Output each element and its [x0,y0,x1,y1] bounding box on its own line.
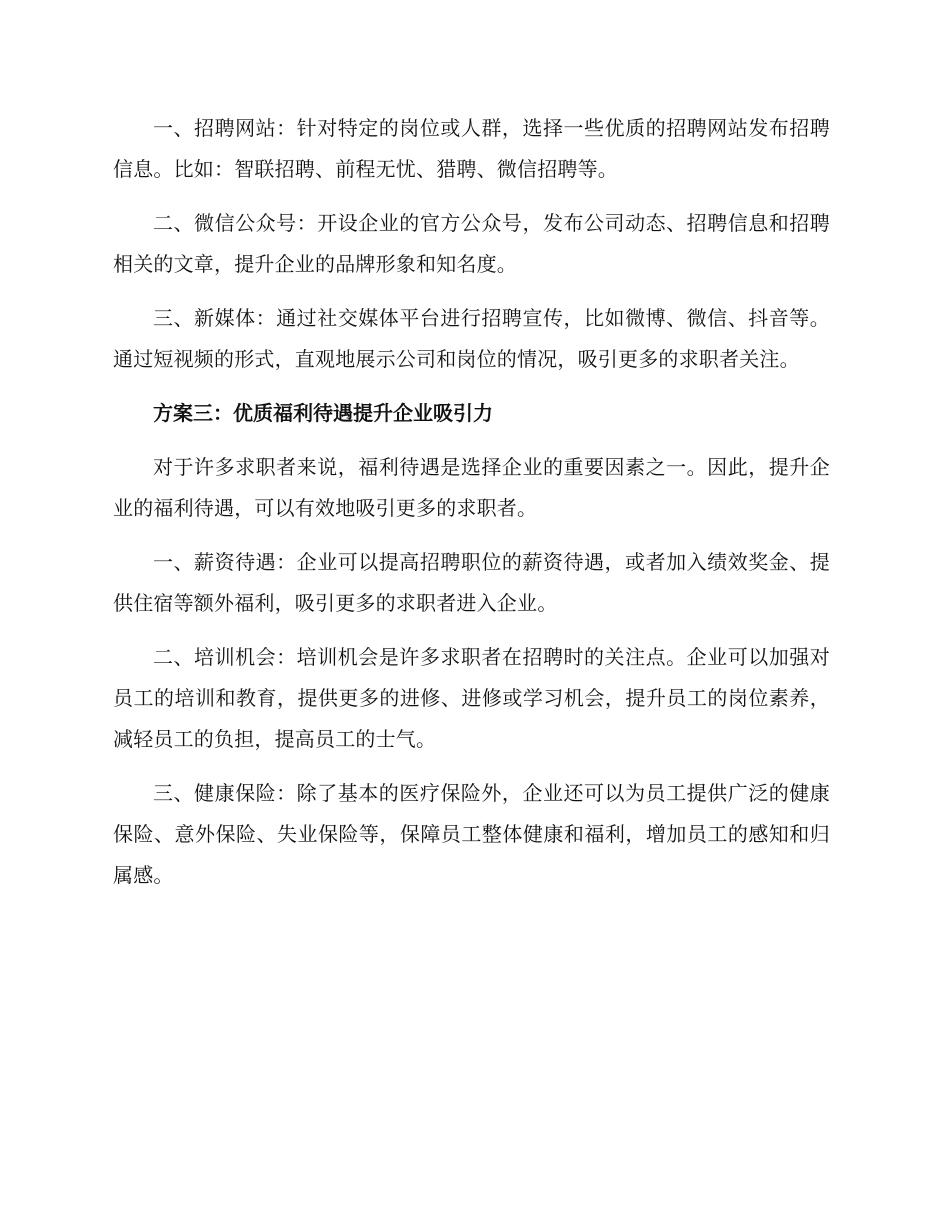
paragraph-new-media: 三、新媒体：通过社交媒体平台进行招聘宣传，比如微博、微信、抖音等。通过短视频的形式，直观地展示公司和岗位的情况，吸引更多的求职者关注。 [113,306,830,371]
section-heading: 方案三：优质福利待遇提升企业吸引力 [153,401,493,425]
paragraph-benefits-intro: 对于许多求职者来说，福利待遇是选择企业的重要因素之一。因此，提升企业的福利待遇，可以有效地吸引更多的求职者。 [113,455,830,520]
paragraph-training: 二、培训机会：培训机会是许多求职者在招聘时的关注点。企业可以加强对员工的培训和教育，提供更多的进修、进修或学习机会，提升员工的岗位素养，减轻员工的负担，提高员工的士气。 [113,645,830,751]
paragraph-wechat-official-account: 二、微信公众号：开设企业的官方公众号，发布公司动态、招聘信息和招聘相关的文章，提升企业的品牌形象和知名度。 [113,211,830,276]
paragraph-recruitment-websites: 一、招聘网站：针对特定的岗位或人群，选择一些优质的招聘网站发布招聘信息。比如：智联招聘、前程无忧、猎聘、微信招聘等。 [113,116,830,181]
paragraph-health-insurance: 三、健康保险：除了基本的医疗保险外，企业还可以为员工提供广泛的健康保险、意外保险、失业保险等，保障员工整体健康和福利，增加员工的感知和归属感。 [113,781,830,887]
paragraph-salary: 一、薪资待遇：企业可以提高招聘职位的薪资待遇，或者加入绩效奖金、提供住宿等额外福利，吸引更多的求职者进入企业。 [113,550,830,615]
document-page [113,108,830,909]
